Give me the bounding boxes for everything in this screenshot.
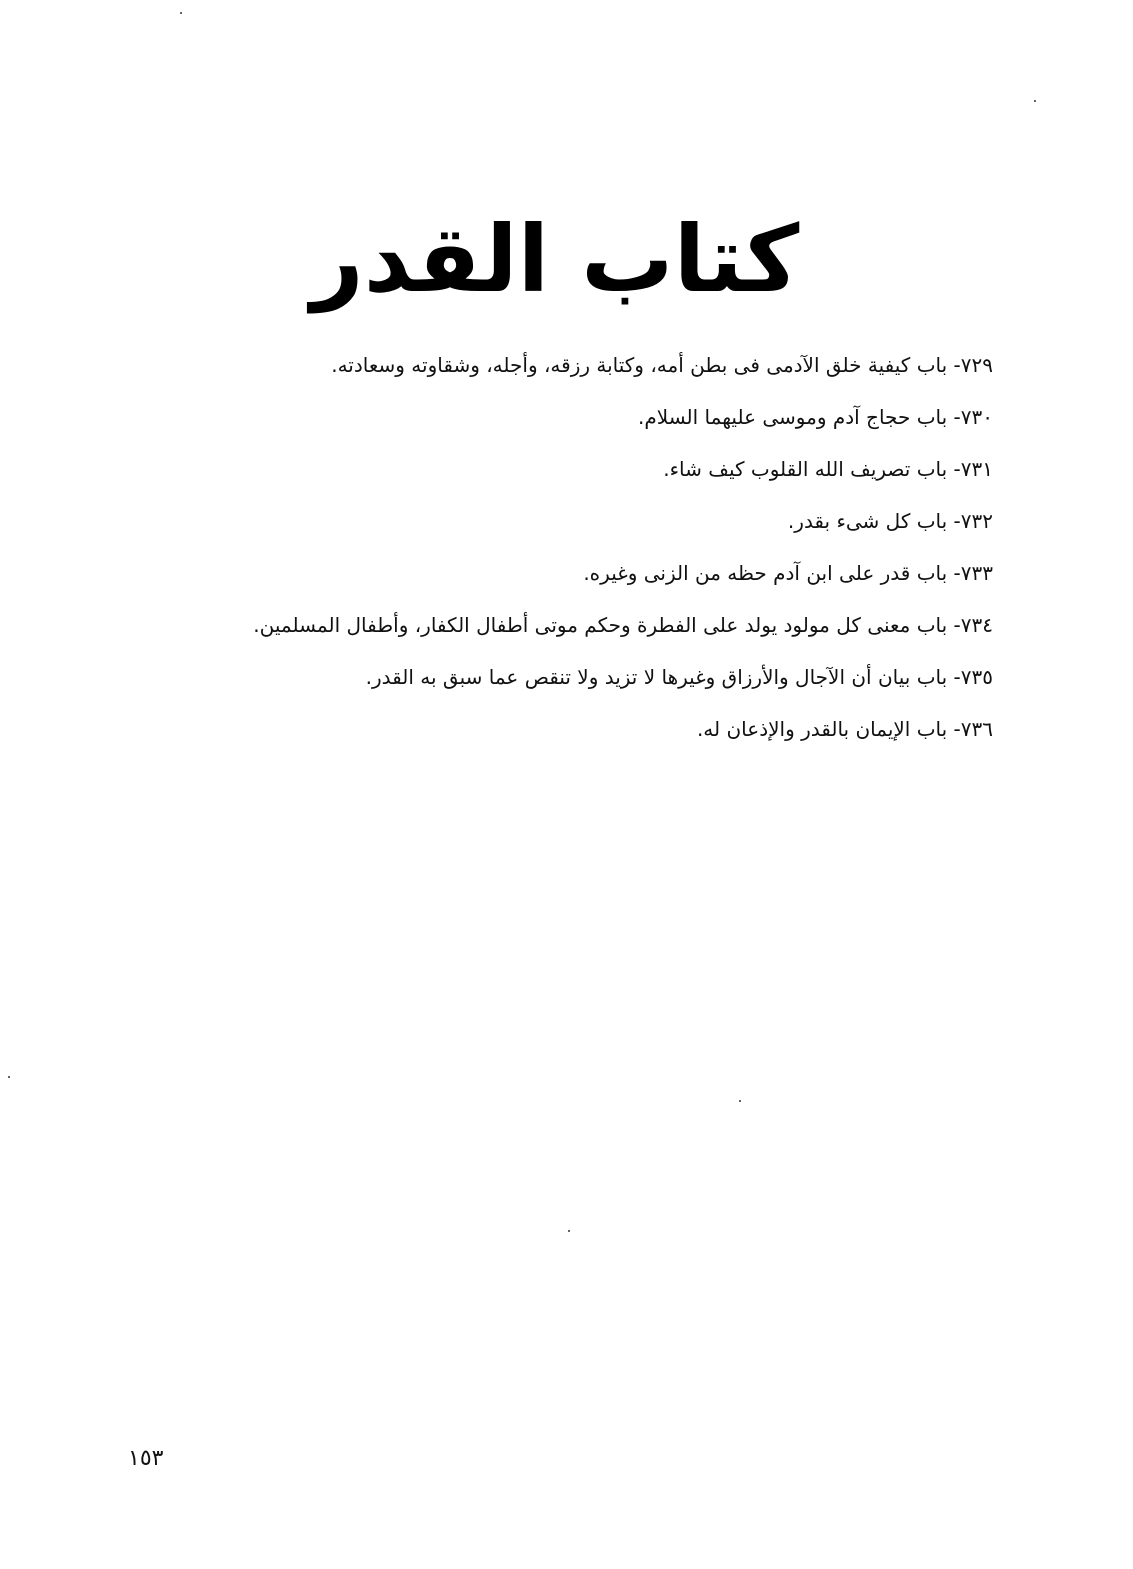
chapter-title: باب الإيمان بالقدر والإذعان له. bbox=[696, 717, 948, 741]
chapter-title: باب تصريف الله القلوب كيف شاء. bbox=[663, 457, 948, 481]
page-number: ١٥٣ bbox=[128, 1446, 164, 1471]
chapter-number: ٧٣٠- bbox=[953, 405, 993, 429]
chapter-number: ٧٣٦- bbox=[953, 717, 993, 741]
chapter-title: باب كل شىء بقدر. bbox=[787, 509, 948, 533]
chapter-number: ٧٣٣- bbox=[953, 561, 993, 585]
chapter-title: باب قدر على ابن آدم حظه من الزنى وغيره. bbox=[583, 561, 948, 585]
scan-speck bbox=[8, 1076, 10, 1078]
chapter-item bbox=[193, 664, 993, 716]
scan-speck bbox=[739, 1100, 741, 1102]
chapter-number: ٧٣٢- bbox=[953, 509, 993, 533]
chapter-item bbox=[193, 352, 993, 404]
chapter-list bbox=[193, 352, 993, 768]
chapter-item bbox=[193, 612, 993, 664]
scan-speck bbox=[568, 1230, 570, 1232]
chapter-title: باب معنى كل مولود يولد على الفطرة وحكم موتى أطفال الكفار، وأطفال المسلمين. bbox=[253, 613, 948, 637]
chapter-title: باب كيفية خلق الآدمى فى بطن أمه، وكتابة رزقه، وأجله، وشقاوته وسعادته. bbox=[331, 353, 948, 377]
chapter-number: ٧٢٩- bbox=[953, 353, 993, 377]
chapter-title: باب بيان أن الآجال والأرزاق وغيرها لا تزيد ولا تنقص عما سبق به القدر. bbox=[365, 665, 948, 689]
chapter-number: ٧٣١- bbox=[953, 457, 993, 481]
chapter-item bbox=[193, 716, 993, 768]
book-title: كتاب القدر bbox=[310, 206, 800, 313]
scan-speck bbox=[1034, 100, 1036, 102]
chapter-number: ٧٣٥- bbox=[953, 665, 993, 689]
scan-speck bbox=[180, 12, 182, 14]
chapter-item bbox=[193, 456, 993, 508]
chapter-item bbox=[193, 404, 993, 456]
chapter-item bbox=[193, 508, 993, 560]
chapter-item bbox=[193, 560, 993, 612]
chapter-number: ٧٣٤- bbox=[953, 613, 993, 637]
chapter-title: باب حجاج آدم وموسى عليهما السلام. bbox=[638, 405, 948, 429]
